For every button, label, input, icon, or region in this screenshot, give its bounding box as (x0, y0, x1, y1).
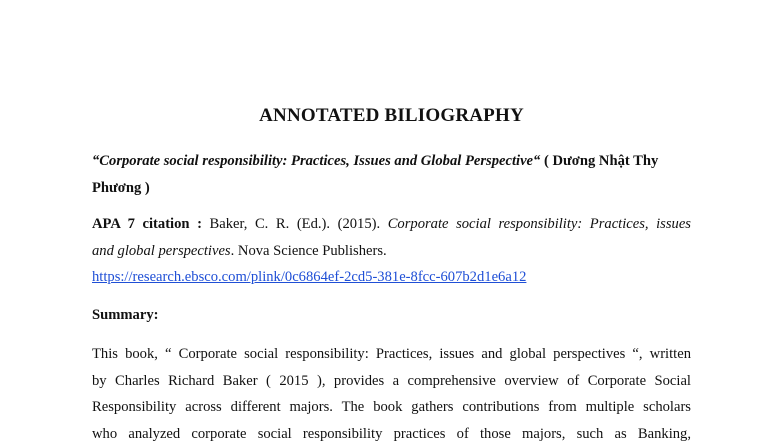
source-author-part2: Phương ) (92, 179, 150, 196)
citation-book-title-1: Corporate social responsibility: Practices, issues (387, 216, 691, 232)
summary-line: who analyzed corporate social responsibility practices of those majors, such as Banking, (92, 425, 691, 441)
source-author-part1: ( Dương Nhật Thy (540, 153, 659, 169)
citation-label: APA 7 citation : (92, 216, 202, 232)
summary-heading: Summary: (92, 307, 159, 323)
summary-line: This book, “ Corporate social responsibility: Practices, issues and global perspectives “, written (92, 346, 691, 362)
citation-book-title-2: and global perspectives (92, 242, 231, 259)
citation-authors: Baker, C. R. (Ed.). (2015). (201, 216, 388, 232)
source-paragraph (92, 148, 691, 201)
citation-line-2 (92, 238, 691, 265)
citation-link[interactable]: https://research.ebsco.com/plink/0c6864ef-2cd5-381e-8fcc-607b2d1e6a12 (92, 269, 527, 285)
citation-publisher: . Nova Science Publishers. (230, 242, 387, 259)
citation-paragraph (92, 211, 691, 291)
summary-line: by Charles Richard Baker ( 2015 ), provides a comprehensive overview of Corporate Social (92, 372, 691, 389)
summary-line: Responsibility across different majors. The book gathers contributions from multiple scholars (92, 399, 691, 415)
document-title: ANNOTATED BILIOGRAPHY (259, 105, 524, 126)
citation-line-3 (92, 264, 691, 291)
source-line-1 (92, 148, 691, 175)
source-title: “Corporate social responsibility: Practices, Issues and Global Perspective“ (92, 153, 541, 169)
summary-paragraph (92, 341, 691, 441)
citation-line-1 (92, 211, 691, 238)
